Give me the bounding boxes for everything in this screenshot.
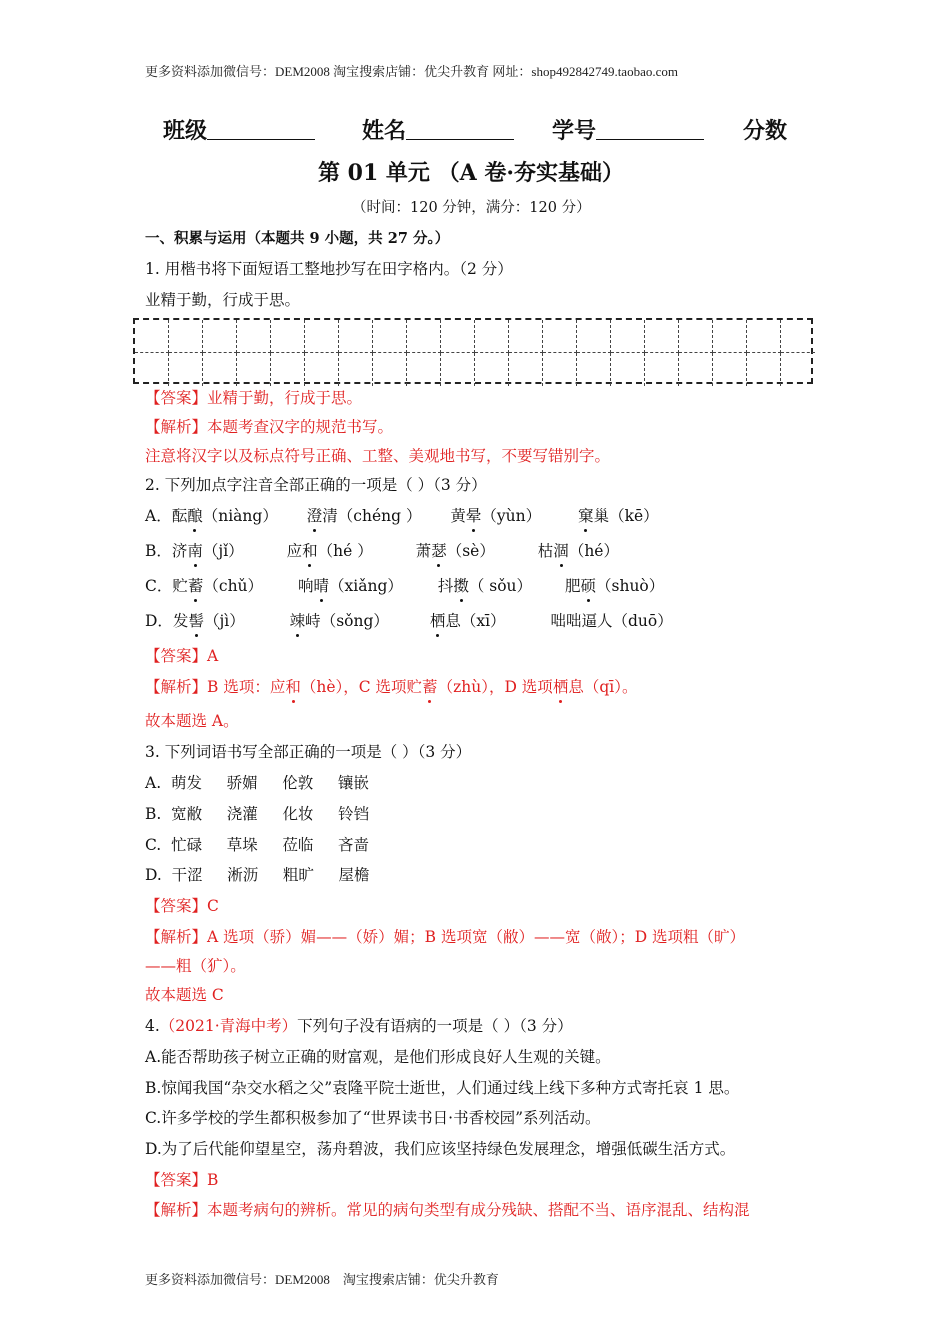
- tianzige-grid[interactable]: [133, 318, 813, 384]
- q4-option-c: C.许多学校的学生都积极参加了“世界读书日·书香校园”系列活动。: [145, 1109, 601, 1127]
- q2-conclusion: 故本题选 A。: [145, 712, 239, 730]
- q2-stem: 2. 下列加点字注音全部正确的一项是（ ）（3 分）: [145, 476, 487, 494]
- name-label: 姓名: [362, 118, 407, 144]
- q4-option-a: A.能否帮助孩子树立正确的财富观，是他们形成良好人生观的关键。: [145, 1048, 611, 1066]
- q3-option-a: A. 萌发 骄媚 伦敦 镶嵌: [145, 774, 369, 792]
- name-blank: [406, 119, 514, 140]
- q3-option-d: D. 干涩 淅沥 粗旷 屋檐: [145, 866, 370, 884]
- q1-analysis: 【解析】本题考查汉字的规范书写。: [145, 418, 394, 436]
- page-header: 更多资料添加微信号：DEM2008 淘宝搜索店铺：优尖升教育 网址：shop492842749.taobao.com: [145, 64, 678, 79]
- q2-option-c: C．贮蓄（chǔ） 响晴（xiǎng） 抖擞（ sǒu） 肥硕（shuò）: [145, 577, 665, 595]
- class-blank: [207, 119, 315, 140]
- q4-option-d: D.为了后代能仰望星空，荡舟碧波，我们应该坚持绿色发展理念，增强低碳生活方式。: [145, 1140, 736, 1158]
- q4-option-b: B.惊闻我国“杂交水稻之父”袁隆平院士逝世，人们通过线上线下多种方式寄托哀 1 思。: [145, 1079, 740, 1097]
- q2-option-a: A．酝酿（niàng） 澄清（chéng ） 黄晕（yùn） 窠巢（kē）: [145, 507, 659, 525]
- q3-conclusion: 故本题选 C: [145, 986, 224, 1004]
- page-subtitle: （时间：120 分钟，满分：120 分）: [352, 200, 591, 216]
- info-row: [163, 114, 315, 145]
- q3-stem: 3. 下列词语书写全部正确的一项是（ ）（3 分）: [145, 743, 472, 761]
- q4-answer: 【答案】B: [145, 1171, 219, 1189]
- q1-text: 业精于勤，行成于思。: [145, 291, 301, 309]
- name-field: [362, 114, 514, 145]
- q1-stem: 1. 用楷书将下面短语工整地抄写在田字格内。（2 分）: [145, 260, 513, 278]
- q2-option-b: B．济南（jǐ） 应和（hé ） 萧瑟（sè） 枯涸（hé）: [145, 542, 619, 560]
- q2-option-d: D．发髻（jì） 竦峙（sǒng） 栖息（xī） 咄咄逼人（duō）: [145, 612, 673, 630]
- q3-option-b: B. 宽敝 浇灌 化妆 铃铛: [145, 805, 370, 823]
- class-label: 班级: [163, 118, 208, 144]
- score-label: 分数: [743, 118, 788, 144]
- id-label: 学号: [552, 118, 597, 144]
- id-field: [552, 114, 704, 145]
- q2-analysis: 【解析】B 选项：应和（hè），C 选项贮蓄（zhù），D 选项栖息（qī）。: [145, 678, 638, 696]
- q2-answer: 【答案】A: [145, 647, 219, 665]
- q3-option-c: C. 忙碌 草垛 莅临 吝啬: [145, 836, 369, 854]
- id-blank: [596, 119, 704, 140]
- q3-analysis-2: ——粗（犷）。: [145, 957, 246, 975]
- q3-answer: 【答案】C: [145, 897, 219, 915]
- section-heading: 一、积累与运用（本题共 9 小题，共 27 分。）: [145, 230, 450, 247]
- q4-analysis: 【解析】本题考病句的辨析。常见的病句类型有成分残缺、搭配不当、语序混乱、结构混: [145, 1201, 750, 1219]
- page-footer: 更多资料添加微信号：DEM2008 淘宝搜索店铺：优尖升教育: [145, 1272, 499, 1287]
- q1-answer: 【答案】业精于勤，行成于思。: [145, 389, 363, 407]
- page-title: 第 01 单元 （A 卷·夯实基础）: [318, 160, 624, 186]
- q3-analysis-1: 【解析】A 选项（骄）媚——（娇）媚；B 选项宽（敝）——宽（敞）；D 选项粗（旷）: [145, 928, 746, 946]
- q4-stem: 4.（2021·青海中考）下列句子没有语病的一项是（ ）（3 分）: [145, 1017, 573, 1035]
- q1-note: 注意将汉字以及标点符号正确、工整、美观地书写，不要写错别字。: [145, 447, 611, 465]
